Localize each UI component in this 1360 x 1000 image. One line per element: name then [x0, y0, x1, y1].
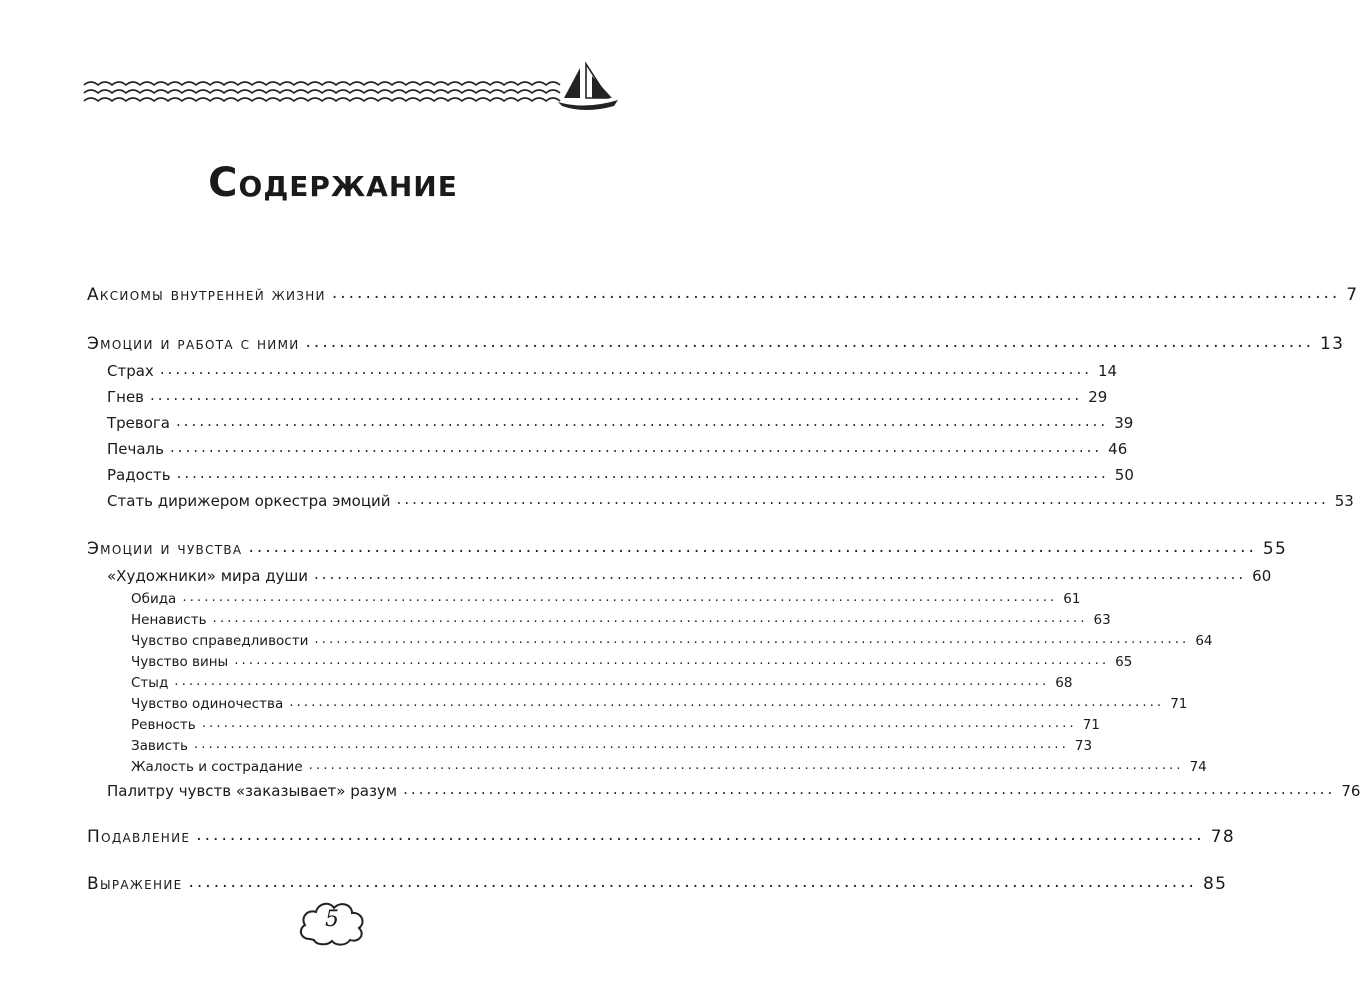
- leader-dots: ........................................................................................................................: [308, 757, 1184, 773]
- toc-subentry[interactable]: [87, 462, 1134, 488]
- toc-subentry[interactable]: [87, 778, 1360, 804]
- toc-subsubentry[interactable]: [87, 589, 1081, 610]
- toc-entry-page: 39: [1114, 414, 1134, 432]
- leader-dots: ........................................................................................................................: [314, 631, 1190, 647]
- toc-entry-label: Палитру чувств «заказывает» разум: [107, 782, 398, 800]
- toc-entry-page: 65: [1115, 654, 1133, 670]
- toc-subsubentry[interactable]: [87, 715, 1100, 736]
- toc-entry-page: 63: [1093, 612, 1111, 628]
- toc-entry[interactable]: [87, 824, 1235, 851]
- toc-subentry[interactable]: [87, 410, 1134, 436]
- toc-entry-label: Чувство вины: [131, 654, 229, 670]
- toc-entry-label: Печаль: [107, 440, 164, 458]
- toc-entry-page: 68: [1055, 675, 1073, 691]
- toc-entry-label: Ненависть: [131, 612, 207, 628]
- leader-dots: ........................................................................................................................: [289, 694, 1165, 710]
- toc-subsubentry[interactable]: [87, 757, 1207, 778]
- toc-entry-page: 7: [1346, 285, 1359, 305]
- toc-entry-page: 85: [1202, 874, 1228, 894]
- toc-subsubentry[interactable]: [87, 694, 1188, 715]
- toc-entry-page: 29: [1088, 388, 1108, 406]
- toc-entry-label: Зависть: [131, 738, 188, 754]
- toc-entry-label: Ревность: [131, 717, 196, 733]
- toc-entry-label: Выражение: [87, 874, 183, 894]
- toc-entry-label: Чувство справедливости: [131, 633, 309, 649]
- leader-dots: ........................................................................................................................: [159, 360, 1092, 378]
- leader-dots: ........................................................................................................................: [212, 610, 1088, 626]
- leader-dots: ........................................................................................................................: [313, 565, 1247, 583]
- toc-entry[interactable]: [87, 536, 1288, 563]
- toc-subsubentry[interactable]: [87, 673, 1073, 694]
- toc-entry-page: 60: [1252, 567, 1272, 585]
- toc-entry-label: Аксиомы внутренней жизни: [87, 285, 326, 305]
- toc-entry-page: 64: [1195, 633, 1213, 649]
- toc-entry-page: 78: [1210, 827, 1235, 847]
- toc-entry-page: 71: [1082, 717, 1100, 733]
- leader-dots: ........................................................................................................................: [182, 589, 1058, 605]
- leader-dots: ........................................................................................................................: [174, 673, 1050, 689]
- toc-entry-label: «Художники» мира души: [107, 567, 308, 585]
- toc-entry-page: 73: [1074, 738, 1093, 754]
- toc-entry-label: Подавление: [87, 827, 191, 847]
- table-of-contents: [87, 282, 1360, 898]
- leader-dots: ........................................................................................................................: [331, 283, 1341, 303]
- toc-entry-label: Гнев: [107, 388, 145, 406]
- page-number: 5: [325, 907, 339, 932]
- toc-entry-label: Эмоции и чувства: [87, 539, 243, 559]
- toc-entry-page: 55: [1262, 539, 1288, 559]
- toc-subsubentry[interactable]: [87, 610, 1111, 631]
- leader-dots: ........................................................................................................................: [170, 438, 1103, 456]
- page-number-badge: [296, 895, 368, 949]
- leader-dots: ........................................................................................................................: [176, 412, 1109, 430]
- toc-entry-label: Тревога: [107, 414, 171, 432]
- toc-subsubentry[interactable]: [87, 652, 1133, 673]
- toc-entry-page: 53: [1334, 492, 1354, 510]
- toc-subsubentry[interactable]: [87, 736, 1093, 757]
- toc-entry-label: Эмоции и работа с ними: [87, 334, 300, 354]
- leader-dots: ........................................................................................................................: [193, 736, 1069, 752]
- leader-dots: ........................................................................................................................: [403, 780, 1336, 798]
- leader-dots: ........................................................................................................................: [196, 825, 1205, 845]
- toc-subentry[interactable]: [87, 358, 1118, 384]
- toc-subsubentry[interactable]: [87, 631, 1213, 652]
- leader-dots: ........................................................................................................................: [176, 464, 1109, 482]
- toc-entry[interactable]: [87, 282, 1359, 309]
- leader-dots: ........................................................................................................................: [234, 652, 1110, 668]
- toc-entry-page: 76: [1341, 782, 1360, 800]
- toc-subentry[interactable]: [87, 384, 1108, 410]
- toc-entry-label: Стать дирижером оркестра эмоций: [107, 492, 391, 510]
- toc-entry-label: Чувство одиночества: [131, 696, 284, 712]
- leader-dots: ........................................................................................................................: [248, 537, 1257, 557]
- toc-entry-page: 13: [1319, 334, 1345, 354]
- toc-entry-page: 71: [1170, 696, 1188, 712]
- leader-dots: ........................................................................................................................: [150, 386, 1083, 404]
- toc-entry-label: Страх: [107, 362, 154, 380]
- toc-entry[interactable]: [87, 871, 1228, 898]
- leader-dots: ........................................................................................................................: [305, 332, 1314, 352]
- toc-entry-page: 74: [1189, 759, 1207, 775]
- leader-dots: ........................................................................................................................: [201, 715, 1077, 731]
- toc-entry-label: Радость: [107, 466, 171, 484]
- wave-and-sail-icon: [80, 62, 620, 122]
- toc-entry-label: Обида: [131, 591, 177, 607]
- toc-entry-page: 14: [1097, 362, 1118, 380]
- toc-entry[interactable]: [87, 331, 1345, 358]
- toc-entry-page: 50: [1114, 466, 1134, 484]
- page-title: Содержание: [208, 160, 458, 206]
- toc-subentry[interactable]: [87, 563, 1272, 589]
- toc-subentry[interactable]: [87, 436, 1128, 462]
- toc-subentry[interactable]: [87, 488, 1354, 514]
- leader-dots: ........................................................................................................................: [188, 872, 1197, 892]
- toc-entry-page: 46: [1108, 440, 1128, 458]
- leader-dots: ........................................................................................................................: [396, 490, 1329, 508]
- toc-entry-label: Жалость и сострадание: [131, 759, 303, 775]
- toc-entry-label: Стыд: [131, 675, 169, 691]
- toc-entry-page: 61: [1063, 591, 1081, 607]
